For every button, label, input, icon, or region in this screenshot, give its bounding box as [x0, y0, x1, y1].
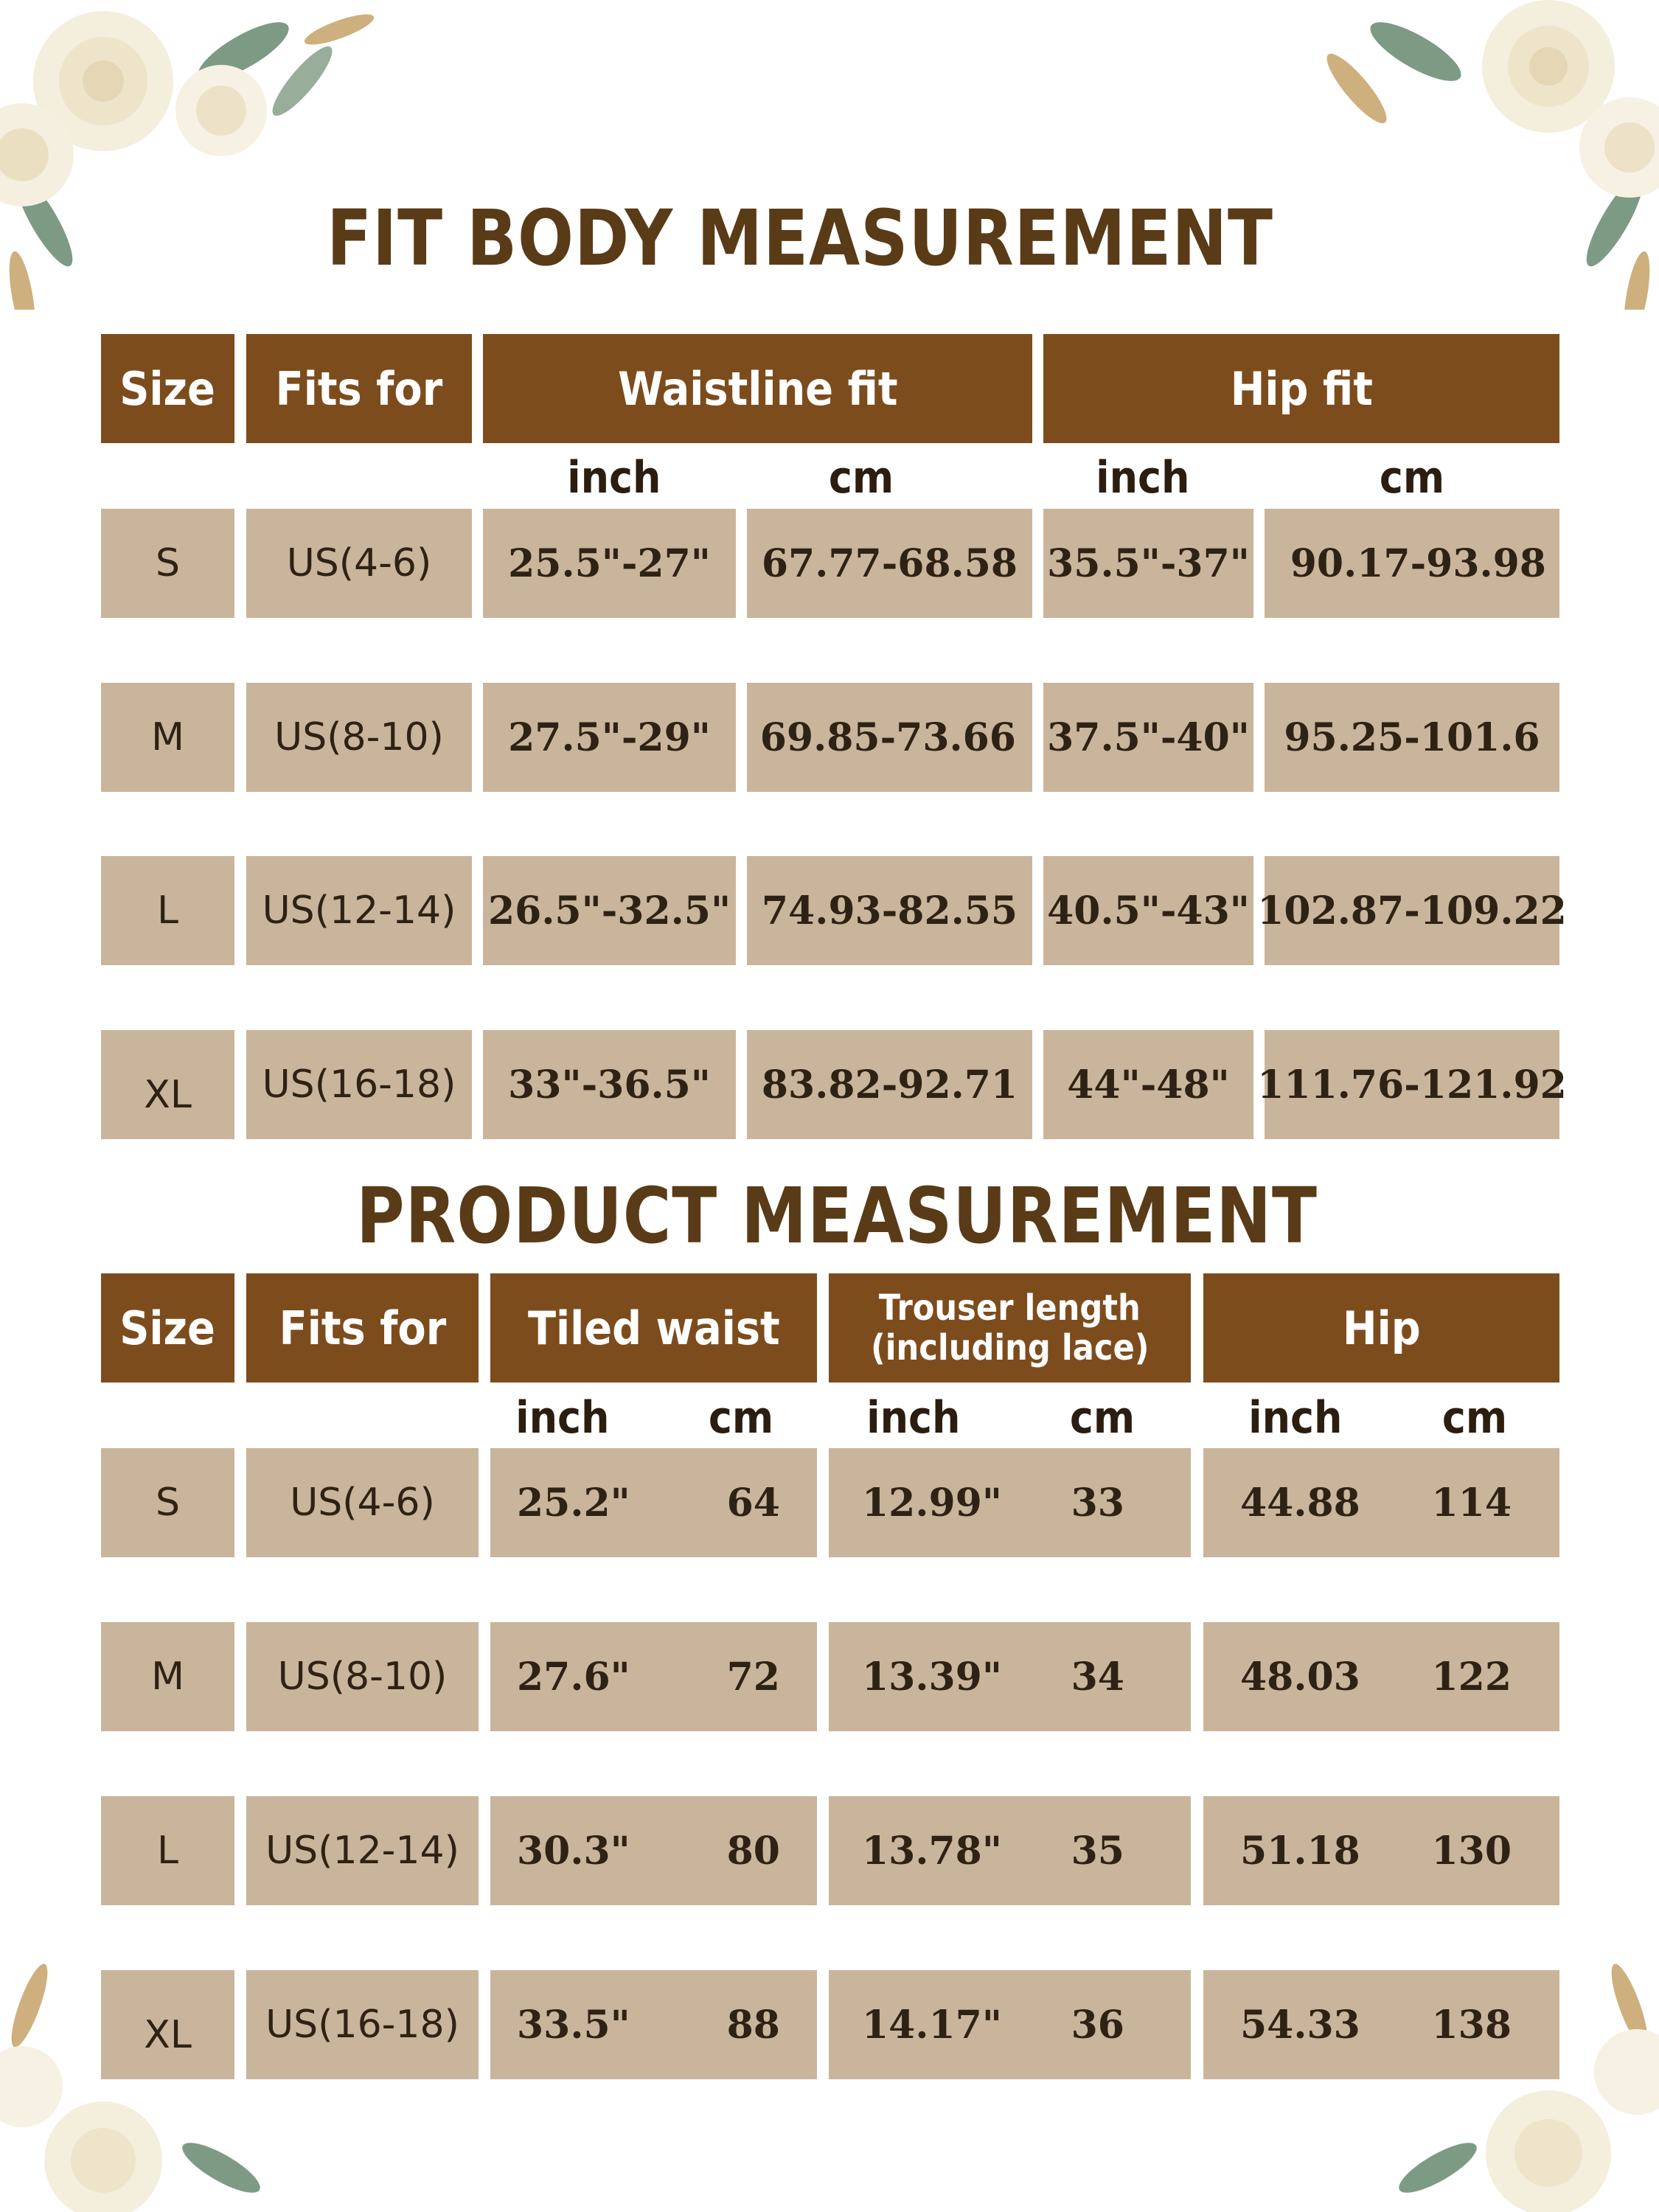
fit-row-xl-hip-cm: 111.76-121.92 [1265, 1030, 1559, 1139]
product-row-s-hip [1203, 1448, 1559, 1557]
product-row-s-fits: US(4-6) [246, 1448, 479, 1557]
header-fits-for: Fits for [246, 334, 472, 443]
unit-hip-cm: cm [1379, 451, 1445, 504]
fit-row-l-hip-inch: 40.5"-43" [1043, 856, 1253, 965]
product-row-s-hip-cm: 114 [1431, 1480, 1512, 1526]
fit-row-l-waist-inch: 26.5"-32.5" [483, 856, 736, 965]
fit-row-m-hip-inch: 37.5"-40" [1043, 683, 1253, 792]
product-row-m-waist-inch: 27.6" [517, 1654, 630, 1700]
product-title: PRODUCT MEASUREMENT [356, 1171, 1318, 1261]
product-row-xl-hip [1203, 1970, 1559, 2079]
product-row-m-length-inch: 13.39" [862, 1654, 1002, 1700]
header-size: Size [101, 334, 234, 443]
product-header-tiled-waist: Tiled waist [490, 1273, 817, 1382]
product-header-hip: Hip [1203, 1273, 1559, 1382]
fit-row-m-waist-cm: 69.85-73.66 [747, 683, 1032, 792]
fit-row-m-fits: US(8-10) [246, 683, 472, 792]
product-row-xl-fits: US(16-18) [246, 1970, 479, 2079]
fit-row-s-waist-inch: 25.5"-27" [483, 509, 736, 618]
fit-row-xl-waist-inch: 33"-36.5" [483, 1030, 736, 1139]
fit-row-s-hip-cm: 90.17-93.98 [1265, 509, 1559, 618]
fit-row-xl-hip-inch: 44"-48" [1043, 1030, 1253, 1139]
product-header-trouser-length: Trouser length (including lace) [829, 1273, 1191, 1382]
fit-row-s-hip-inch: 35.5"-37" [1043, 509, 1253, 618]
fit-row-s-size: S [101, 509, 234, 618]
fit-row-l-waist-cm: 74.93-82.55 [747, 856, 1032, 965]
product-row-s-length [829, 1448, 1191, 1557]
fit-row-m-hip-cm: 95.25-101.6 [1265, 683, 1559, 792]
product-unit-hip-cm: cm [1441, 1392, 1508, 1444]
header-waistline-fit: Waistline fit [483, 334, 1032, 443]
product-row-l-hip-inch: 51.18 [1240, 1828, 1360, 1874]
fit-row-m-waist-inch: 27.5"-29" [483, 683, 736, 792]
product-row-xl-length-inch: 14.17" [862, 2002, 1002, 2048]
product-header-fits-for: Fits for [246, 1273, 479, 1382]
product-row-l-waist-cm: 80 [726, 1828, 780, 1874]
product-row-l-size: L [101, 1796, 234, 1905]
product-row-m-fits: US(8-10) [246, 1622, 479, 1731]
product-row-xl-waist [490, 1970, 817, 2079]
fit-body-title: FIT BODY MEASUREMENT [327, 193, 1273, 283]
product-row-xl-hip-inch: 54.33 [1240, 2002, 1360, 2048]
fit-row-l-size: L [101, 856, 234, 965]
fit-row-xl-fits: US(16-18) [246, 1030, 472, 1139]
fit-row-l-hip-cm: 102.87-109.22 [1265, 856, 1559, 965]
product-row-xl-waist-cm: 88 [726, 2002, 780, 2048]
product-row-xl-length-cm: 36 [1071, 2002, 1124, 2048]
fit-row-xl-size: XL [101, 1030, 234, 1139]
fit-row-s-waist-cm: 67.77-68.58 [747, 509, 1032, 618]
fit-row-l-fits: US(12-14) [246, 856, 472, 965]
unit-hip-inch: inch [1096, 451, 1190, 504]
unit-waist-cm: cm [828, 451, 894, 504]
product-row-xl-waist-inch: 33.5" [517, 2002, 630, 2048]
product-row-xl-length [829, 1970, 1191, 2079]
product-unit-length-cm: cm [1069, 1392, 1135, 1444]
fit-row-xl-waist-cm: 83.82-92.71 [747, 1030, 1032, 1139]
product-row-l-length-inch: 13.78" [862, 1828, 1002, 1874]
product-row-m-hip [1203, 1622, 1559, 1731]
product-unit-length-inch: inch [866, 1392, 961, 1444]
product-unit-waist-cm: cm [708, 1392, 774, 1444]
product-row-s-length-inch: 12.99" [862, 1480, 1002, 1526]
product-row-xl-size: XL [101, 1970, 234, 2079]
product-row-s-waist-inch: 25.2" [517, 1480, 630, 1526]
product-row-m-length [829, 1622, 1191, 1731]
product-row-s-size: S [101, 1448, 234, 1557]
product-row-m-hip-inch: 48.03 [1240, 1654, 1360, 1700]
product-row-l-waist-inch: 30.3" [517, 1828, 630, 1874]
product-row-m-hip-cm: 122 [1431, 1654, 1512, 1700]
product-row-m-length-cm: 34 [1071, 1654, 1124, 1700]
product-row-l-length-cm: 35 [1071, 1828, 1124, 1874]
product-row-m-waist [490, 1622, 817, 1731]
product-row-l-waist [490, 1796, 817, 1905]
product-row-l-hip [1203, 1796, 1559, 1905]
product-row-m-waist-cm: 72 [726, 1654, 780, 1700]
product-row-xl-hip-cm: 138 [1431, 2002, 1512, 2048]
product-header-size: Size [101, 1273, 234, 1382]
product-row-l-length [829, 1796, 1191, 1905]
unit-waist-inch: inch [566, 451, 661, 504]
product-row-l-hip-cm: 130 [1431, 1828, 1512, 1874]
product-row-l-fits: US(12-14) [246, 1796, 479, 1905]
header-hip-fit: Hip fit [1043, 334, 1559, 443]
product-unit-hip-inch: inch [1248, 1392, 1343, 1444]
product-unit-waist-inch: inch [515, 1392, 610, 1444]
product-row-s-waist-cm: 64 [726, 1480, 780, 1526]
fit-row-m-size: M [101, 683, 234, 792]
product-row-s-length-cm: 33 [1071, 1480, 1124, 1526]
product-row-m-size: M [101, 1622, 234, 1731]
product-row-s-hip-inch: 44.88 [1240, 1480, 1360, 1526]
product-row-s-waist [490, 1448, 817, 1557]
fit-row-s-fits: US(4-6) [246, 509, 472, 618]
